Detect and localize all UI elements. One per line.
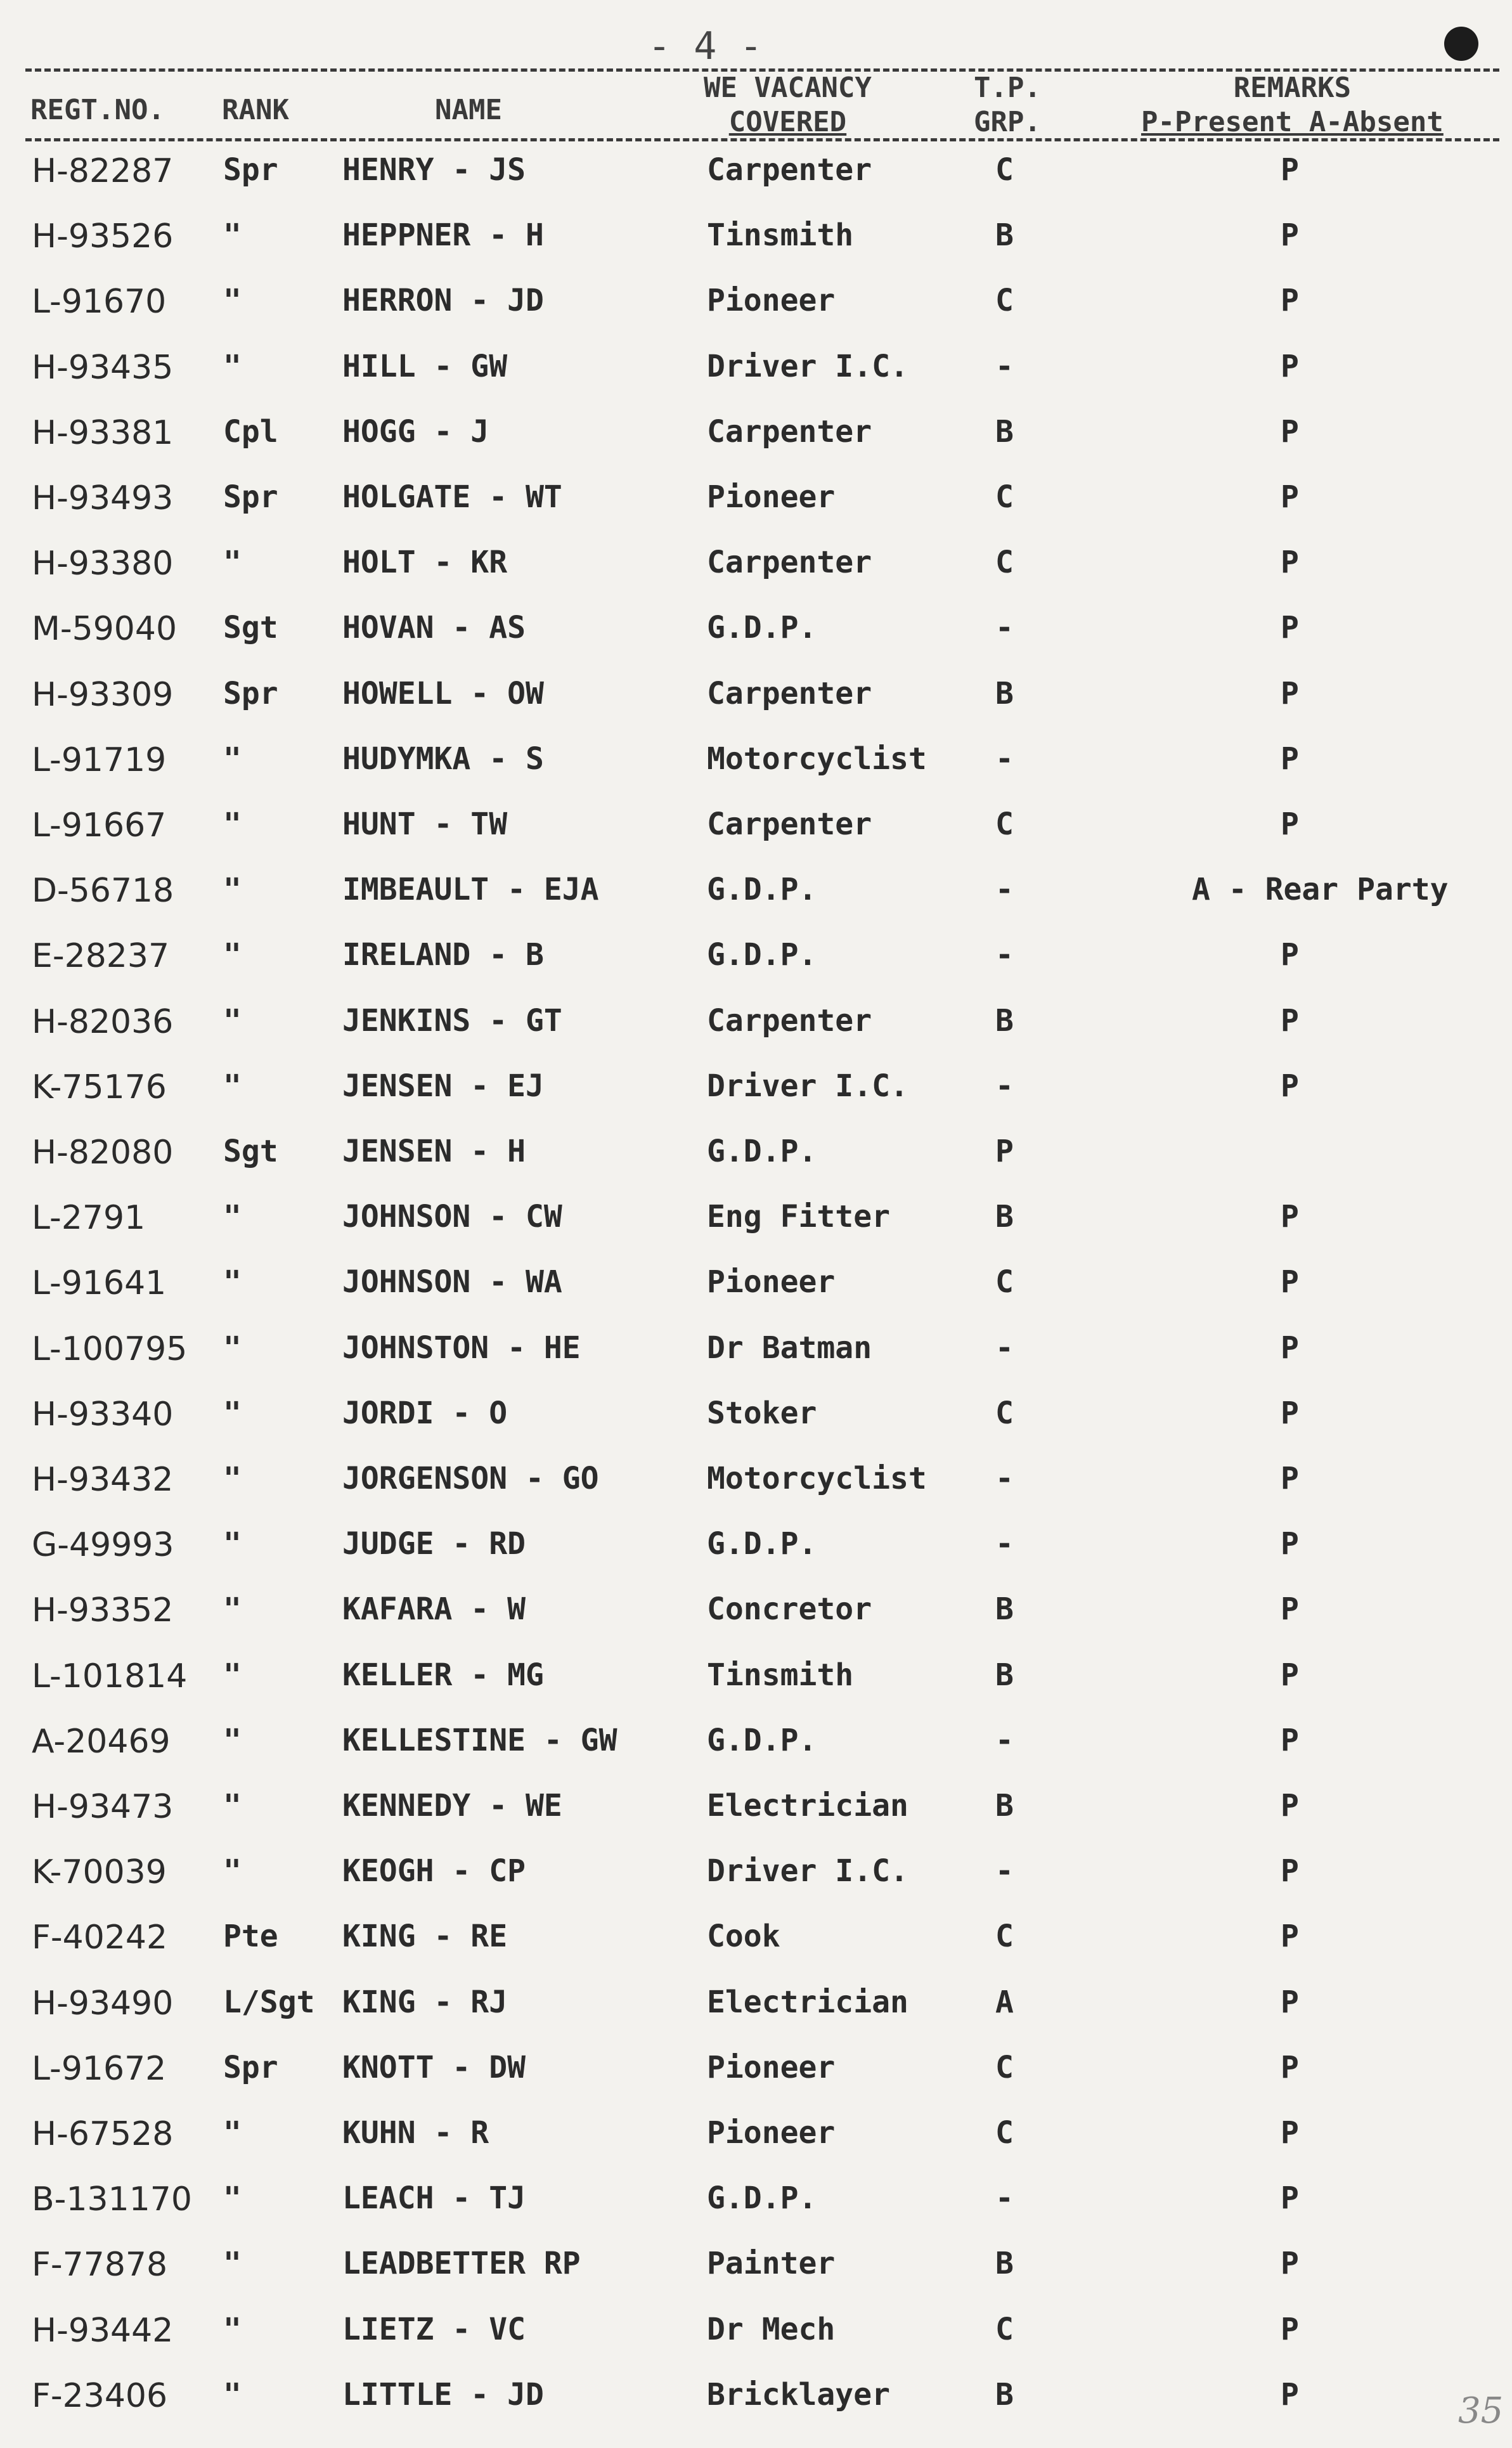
tp-group-cell: - <box>995 2180 1014 2217</box>
remarks-cell: P <box>1281 1330 1299 1366</box>
table-row <box>0 1853 1512 1919</box>
regt-no-cell: L-101814 <box>32 1657 188 1695</box>
vacancy-cell: G.D.P. <box>707 872 817 908</box>
rank-cell: " <box>223 1853 242 1889</box>
name-cell: LIETZ - VC <box>342 2311 526 2347</box>
vacancy-cell: Carpenter <box>707 152 872 188</box>
table-row <box>0 1134 1512 1200</box>
vacancy-cell: Carpenter <box>707 806 872 842</box>
rank-cell: Pte <box>223 1919 278 1955</box>
remarks-cell: P <box>1281 1068 1299 1104</box>
table-row <box>0 1591 1512 1657</box>
name-cell: HERRON - JD <box>342 283 544 319</box>
rank-cell: " <box>223 545 242 581</box>
name-cell: JORGENSON - GO <box>342 1461 599 1496</box>
tp-group-cell: - <box>995 1526 1014 1562</box>
vacancy-cell: Pioneer <box>707 479 836 515</box>
column-header-regt-no: REGT.NO. <box>30 94 165 126</box>
rank-cell: Sgt <box>223 1134 278 1169</box>
remarks-cell: A - Rear Party <box>1192 872 1449 908</box>
vacancy-cell: Eng Fitter <box>707 1199 890 1235</box>
remarks-cell: P <box>1281 2115 1299 2151</box>
name-cell: KELLER - MG <box>342 1657 544 1693</box>
name-cell: HUNT - TW <box>342 806 508 842</box>
vacancy-cell: Tinsmith <box>707 1657 854 1693</box>
rank-cell: " <box>223 1330 242 1366</box>
name-cell: KNOTT - DW <box>342 2049 526 2085</box>
table-row <box>0 545 1512 611</box>
tp-group-cell: - <box>995 1722 1014 1758</box>
table-row <box>0 1264 1512 1330</box>
regt-no-cell: H-67528 <box>32 2115 174 2153</box>
table-row <box>0 937 1512 1003</box>
regt-no-cell: B-131170 <box>32 2180 192 2219</box>
name-cell: JUDGE - RD <box>342 1526 526 1562</box>
rank-cell: " <box>223 217 242 254</box>
rank-cell: " <box>223 2376 242 2412</box>
regt-no-cell: H-93442 <box>32 2311 174 2350</box>
tp-group-cell: C <box>995 806 1014 842</box>
remarks-cell: P <box>1281 1788 1299 1823</box>
rank-cell: " <box>223 806 242 842</box>
table-row <box>0 2312 1512 2378</box>
column-header-rank: RANK <box>222 94 289 126</box>
rank-cell: " <box>223 1788 242 1823</box>
name-cell: JENKINS - GT <box>342 1002 562 1039</box>
table-row <box>0 1919 1512 1985</box>
tp-group-cell: C <box>995 479 1014 515</box>
table-row <box>0 610 1512 676</box>
regt-no-cell: A-20469 <box>32 1722 171 1761</box>
tp-group-cell: P <box>995 1134 1014 1169</box>
table-row <box>0 414 1512 480</box>
table-row <box>0 1461 1512 1527</box>
name-cell: HENRY - JS <box>342 152 526 188</box>
name-cell: HOWELL - OW <box>342 675 544 711</box>
regt-no-cell: L-91641 <box>32 1264 167 1303</box>
name-cell: KELLESTINE - GW <box>342 1722 617 1758</box>
table-row <box>0 741 1512 807</box>
rank-cell: Spr <box>223 479 278 515</box>
rank-cell: " <box>223 348 242 384</box>
rank-cell: " <box>223 2180 242 2217</box>
vacancy-cell: Driver I.C. <box>707 1068 908 1104</box>
rank-cell: " <box>223 872 242 908</box>
tp-group-cell: - <box>995 1461 1014 1496</box>
table-row <box>0 676 1512 742</box>
regt-no-cell: H-93352 <box>32 1591 174 1630</box>
vacancy-cell: Dr Batman <box>707 1330 872 1366</box>
rank-cell: Spr <box>223 2049 278 2085</box>
tp-group-cell: - <box>995 1330 1014 1366</box>
vacancy-cell: Electrician <box>707 1788 908 1823</box>
table-row <box>0 1068 1512 1134</box>
rank-cell: Sgt <box>223 610 278 646</box>
rank-cell: " <box>223 741 242 777</box>
column-header-remarks-line2: P-Present A-Absent <box>1141 106 1444 138</box>
remarks-cell: P <box>1281 2180 1299 2217</box>
regt-no-cell: L-91670 <box>32 283 167 321</box>
regt-no-cell: K-75176 <box>32 1068 167 1106</box>
name-cell: HOLGATE - WT <box>342 479 562 515</box>
remarks-cell: P <box>1281 1984 1299 2020</box>
remarks-cell: P <box>1281 348 1299 384</box>
remarks-cell: P <box>1281 1395 1299 1431</box>
tp-group-cell: C <box>995 545 1014 581</box>
rank-cell: " <box>223 1068 242 1104</box>
regt-no-cell: H-93380 <box>32 545 174 583</box>
vacancy-cell: G.D.P. <box>707 1526 817 1562</box>
tp-group-cell: - <box>995 610 1014 646</box>
table-row <box>0 2050 1512 2116</box>
name-cell: HOLT - KR <box>342 545 508 581</box>
column-header-vacancy-line1: WE VACANCY <box>704 72 872 104</box>
regt-no-cell: H-93432 <box>32 1461 174 1499</box>
regt-no-cell: H-93340 <box>32 1395 174 1434</box>
remarks-cell: P <box>1281 1919 1299 1955</box>
name-cell: KUHN - R <box>342 2115 489 2151</box>
tp-group-cell: A <box>995 1984 1014 2020</box>
name-cell: HEPPNER - H <box>342 217 544 254</box>
regt-no-cell: H-93381 <box>32 413 174 452</box>
tp-group-cell: - <box>995 348 1014 384</box>
rank-cell: " <box>223 283 242 319</box>
remarks-cell: P <box>1281 1264 1299 1300</box>
regt-no-cell: K-70039 <box>32 1853 167 1892</box>
tp-group-cell: B <box>995 1788 1014 1823</box>
remarks-cell: P <box>1281 2311 1299 2347</box>
regt-no-cell: L-91719 <box>32 741 167 779</box>
tp-group-cell: B <box>995 413 1014 450</box>
rank-cell: " <box>223 1395 242 1431</box>
table-row <box>0 2180 1512 2246</box>
column-header-tp-grp <box>974 71 1041 139</box>
regt-no-cell: H-82036 <box>32 1002 174 1041</box>
regt-no-cell: L-100795 <box>32 1330 188 1368</box>
regt-no-cell: D-56718 <box>32 872 174 910</box>
tp-group-cell: C <box>995 2049 1014 2085</box>
vacancy-cell: Carpenter <box>707 413 872 450</box>
vacancy-cell: Driver I.C. <box>707 1853 908 1889</box>
name-cell: HOVAN - AS <box>342 610 526 646</box>
vacancy-cell: Concretor <box>707 1591 872 1628</box>
rank-cell: " <box>223 1722 242 1758</box>
tp-group-cell: B <box>995 217 1014 254</box>
ink-dot <box>1444 27 1478 61</box>
regt-no-cell: H-93490 <box>32 1984 174 2023</box>
remarks-cell: P <box>1281 283 1299 319</box>
name-cell: KENNEDY - WE <box>342 1788 562 1823</box>
remarks-cell: P <box>1281 1657 1299 1693</box>
name-cell: KING - RJ <box>342 1984 508 2020</box>
name-cell: KAFARA - W <box>342 1591 526 1628</box>
table-row <box>0 1526 1512 1592</box>
rank-cell: Cpl <box>223 413 278 450</box>
vacancy-cell: Carpenter <box>707 1002 872 1039</box>
rank-cell: " <box>223 1657 242 1693</box>
table-row <box>0 479 1512 545</box>
remarks-cell: P <box>1281 545 1299 581</box>
table-row <box>0 806 1512 872</box>
tp-group-cell: C <box>995 1919 1014 1955</box>
tp-group-cell: B <box>995 1591 1014 1628</box>
tp-group-cell: B <box>995 675 1014 711</box>
table-row <box>0 217 1512 283</box>
vacancy-cell: Dr Mech <box>707 2311 836 2347</box>
page-mark: 35 <box>1458 2390 1504 2432</box>
remarks-cell: P <box>1281 937 1299 973</box>
page-number: - 4 - <box>648 24 763 68</box>
vacancy-cell: Motorcyclist <box>707 1461 927 1496</box>
vacancy-cell: Cook <box>707 1919 780 1955</box>
regt-no-cell: L-2791 <box>32 1199 146 1238</box>
table-row <box>0 152 1512 218</box>
tp-group-cell: B <box>995 2246 1014 2282</box>
table-row <box>0 1985 1512 2050</box>
rank-cell: " <box>223 2115 242 2151</box>
remarks-cell: P <box>1281 1853 1299 1889</box>
tp-group-cell: - <box>995 1853 1014 1889</box>
remarks-cell: P <box>1281 741 1299 777</box>
vacancy-cell: Pioneer <box>707 1264 836 1300</box>
rank-cell: Spr <box>223 675 278 711</box>
table-row <box>0 1657 1512 1723</box>
regt-no-cell: F-77878 <box>32 2246 168 2284</box>
tp-group-cell: B <box>995 1002 1014 1039</box>
regt-no-cell: L-91672 <box>32 2049 167 2088</box>
regt-no-cell: H-82080 <box>32 1134 174 1172</box>
table-row <box>0 1330 1512 1396</box>
table-row <box>0 1788 1512 1854</box>
remarks-cell: P <box>1281 610 1299 646</box>
table-row <box>0 349 1512 415</box>
vacancy-cell: Pioneer <box>707 283 836 319</box>
tp-group-cell: B <box>995 1199 1014 1235</box>
remarks-cell: P <box>1281 806 1299 842</box>
tp-group-cell: C <box>995 1264 1014 1300</box>
column-header-tp-line2: GRP. <box>974 106 1041 138</box>
name-cell: HOGG - J <box>342 413 489 450</box>
column-header-remarks-line1: REMARKS <box>1233 72 1352 104</box>
rank-cell: " <box>223 1591 242 1628</box>
tp-group-cell: B <box>995 2376 1014 2412</box>
regt-no-cell: H-93435 <box>32 348 174 387</box>
vacancy-cell: G.D.P. <box>707 1722 817 1758</box>
table-row <box>0 1003 1512 1069</box>
regt-no-cell: H-82287 <box>32 152 174 190</box>
regt-no-cell: H-93526 <box>32 217 174 256</box>
name-cell: JORDI - O <box>342 1395 508 1431</box>
regt-no-cell: H-93309 <box>32 675 174 714</box>
vacancy-cell: G.D.P. <box>707 1134 817 1169</box>
rank-cell: " <box>223 2246 242 2282</box>
name-cell: HUDYMKA - S <box>342 741 544 777</box>
regt-no-cell: H-93493 <box>32 479 174 517</box>
rank-cell: " <box>223 1002 242 1039</box>
vacancy-cell: G.D.P. <box>707 610 817 646</box>
column-header-tp-line1: T.P. <box>974 72 1041 104</box>
name-cell: LEADBETTER RP <box>342 2246 581 2282</box>
table-row <box>0 2115 1512 2181</box>
rank-cell: " <box>223 1264 242 1300</box>
column-header-name: NAME <box>435 94 502 126</box>
tp-group-cell: - <box>995 872 1014 908</box>
tp-group-cell: C <box>995 283 1014 319</box>
vacancy-cell: Electrician <box>707 1984 908 2020</box>
rank-cell: " <box>223 2311 242 2347</box>
vacancy-cell: Motorcyclist <box>707 741 927 777</box>
name-cell: KEOGH - CP <box>342 1853 526 1889</box>
name-cell: JOHNSON - WA <box>342 1264 562 1300</box>
remarks-cell: P <box>1281 675 1299 711</box>
vacancy-cell: Driver I.C. <box>707 348 908 384</box>
remarks-cell: P <box>1281 1526 1299 1562</box>
vacancy-cell: G.D.P. <box>707 937 817 973</box>
rank-cell: Spr <box>223 152 278 188</box>
table-row <box>0 2246 1512 2312</box>
name-cell: LEACH - TJ <box>342 2180 526 2217</box>
name-cell: JENSEN - EJ <box>342 1068 544 1104</box>
vacancy-cell: Painter <box>707 2246 836 2282</box>
vacancy-cell: G.D.P. <box>707 2180 817 2217</box>
name-cell: JOHNSTON - HE <box>342 1330 581 1366</box>
regt-no-cell: F-40242 <box>32 1919 168 1957</box>
name-cell: IMBEAULT - EJA <box>342 872 599 908</box>
table-row <box>0 2377 1512 2443</box>
remarks-cell: P <box>1281 413 1299 450</box>
tp-group-cell: - <box>995 937 1014 973</box>
name-cell: JOHNSON - CW <box>342 1199 562 1235</box>
tp-group-cell: C <box>995 1395 1014 1431</box>
remarks-cell: P <box>1281 2246 1299 2282</box>
vacancy-cell: Pioneer <box>707 2115 836 2151</box>
remarks-cell: P <box>1281 152 1299 188</box>
tp-group-cell: - <box>995 1068 1014 1104</box>
rank-cell: " <box>223 1199 242 1235</box>
tp-group-cell: C <box>995 2311 1014 2347</box>
name-cell: KING - RE <box>342 1919 508 1955</box>
remarks-cell: P <box>1281 1461 1299 1496</box>
name-cell: LITTLE - JD <box>342 2376 544 2412</box>
regt-no-cell: E-28237 <box>32 937 170 976</box>
column-header-remarks <box>1141 71 1444 139</box>
rank-cell: " <box>223 1526 242 1562</box>
vacancy-cell: Pioneer <box>707 2049 836 2085</box>
remarks-cell: P <box>1281 2049 1299 2085</box>
table-row <box>0 1723 1512 1789</box>
remarks-cell: P <box>1281 1591 1299 1628</box>
remarks-cell: P <box>1281 1199 1299 1235</box>
table-row <box>0 283 1512 349</box>
remarks-cell: P <box>1281 1002 1299 1039</box>
regt-no-cell: M-59040 <box>32 610 178 649</box>
remarks-cell: P <box>1281 1722 1299 1758</box>
name-cell: IRELAND - B <box>342 937 544 973</box>
tp-group-cell: C <box>995 152 1014 188</box>
vacancy-cell: Bricklayer <box>707 2376 890 2412</box>
name-cell: HILL - GW <box>342 348 508 384</box>
table-row <box>0 1199 1512 1265</box>
name-cell: JENSEN - H <box>342 1134 526 1169</box>
table-row <box>0 872 1512 938</box>
rank-cell: " <box>223 1461 242 1496</box>
remarks-cell: P <box>1281 2376 1299 2412</box>
regt-no-cell: F-23406 <box>32 2376 168 2415</box>
vacancy-cell: Tinsmith <box>707 217 854 254</box>
rank-cell: L/Sgt <box>223 1984 315 2020</box>
table-row <box>0 1396 1512 1461</box>
column-header-vacancy-line2: COVERED <box>728 106 847 138</box>
regt-no-cell: L-91667 <box>32 806 167 845</box>
tp-group-cell: C <box>995 2115 1014 2151</box>
rank-cell: " <box>223 937 242 973</box>
tp-group-cell: B <box>995 1657 1014 1693</box>
vacancy-cell: Stoker <box>707 1395 817 1431</box>
remarks-cell: P <box>1281 479 1299 515</box>
tp-group-cell: - <box>995 741 1014 777</box>
regt-no-cell: H-93473 <box>32 1788 174 1826</box>
column-header-vacancy <box>704 71 872 139</box>
vacancy-cell: Carpenter <box>707 545 872 581</box>
vacancy-cell: Carpenter <box>707 675 872 711</box>
remarks-cell: P <box>1281 217 1299 254</box>
regt-no-cell: G-49993 <box>32 1526 174 1565</box>
